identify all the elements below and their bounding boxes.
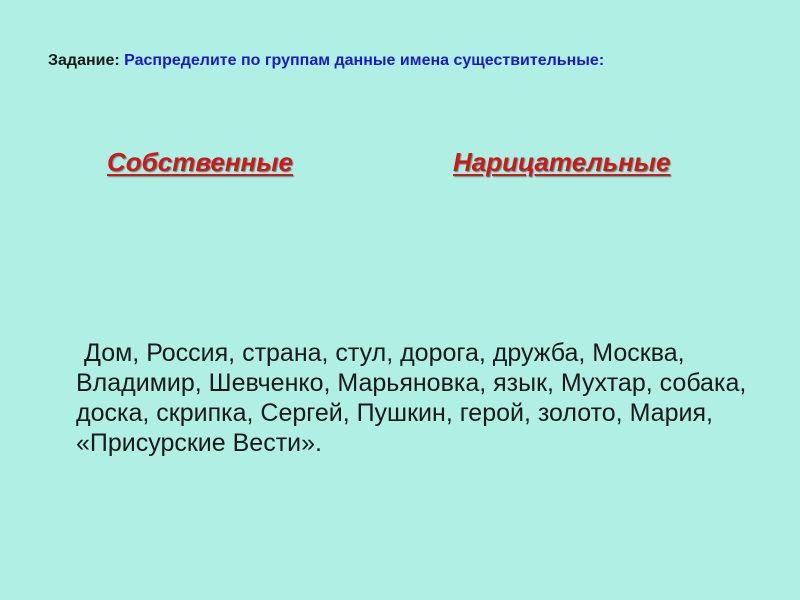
task-label: Задание: <box>48 52 120 69</box>
task-line <box>48 52 604 70</box>
task-text: Распределите по группам данные имена существительные: <box>124 52 605 69</box>
heading-common-nouns: Нарицательные <box>453 147 671 177</box>
word-list: Дом, Россия, страна, стул, дорога, дружба, Москва, Владимир, Шевченко, Марьяновка, язык, Мухтар, собака, доска, скрипка, Сергей, Пушкин, герой, золото, Мария, «Присурские Вести». <box>76 339 747 457</box>
heading-proper-nouns: Собственные <box>107 147 293 177</box>
